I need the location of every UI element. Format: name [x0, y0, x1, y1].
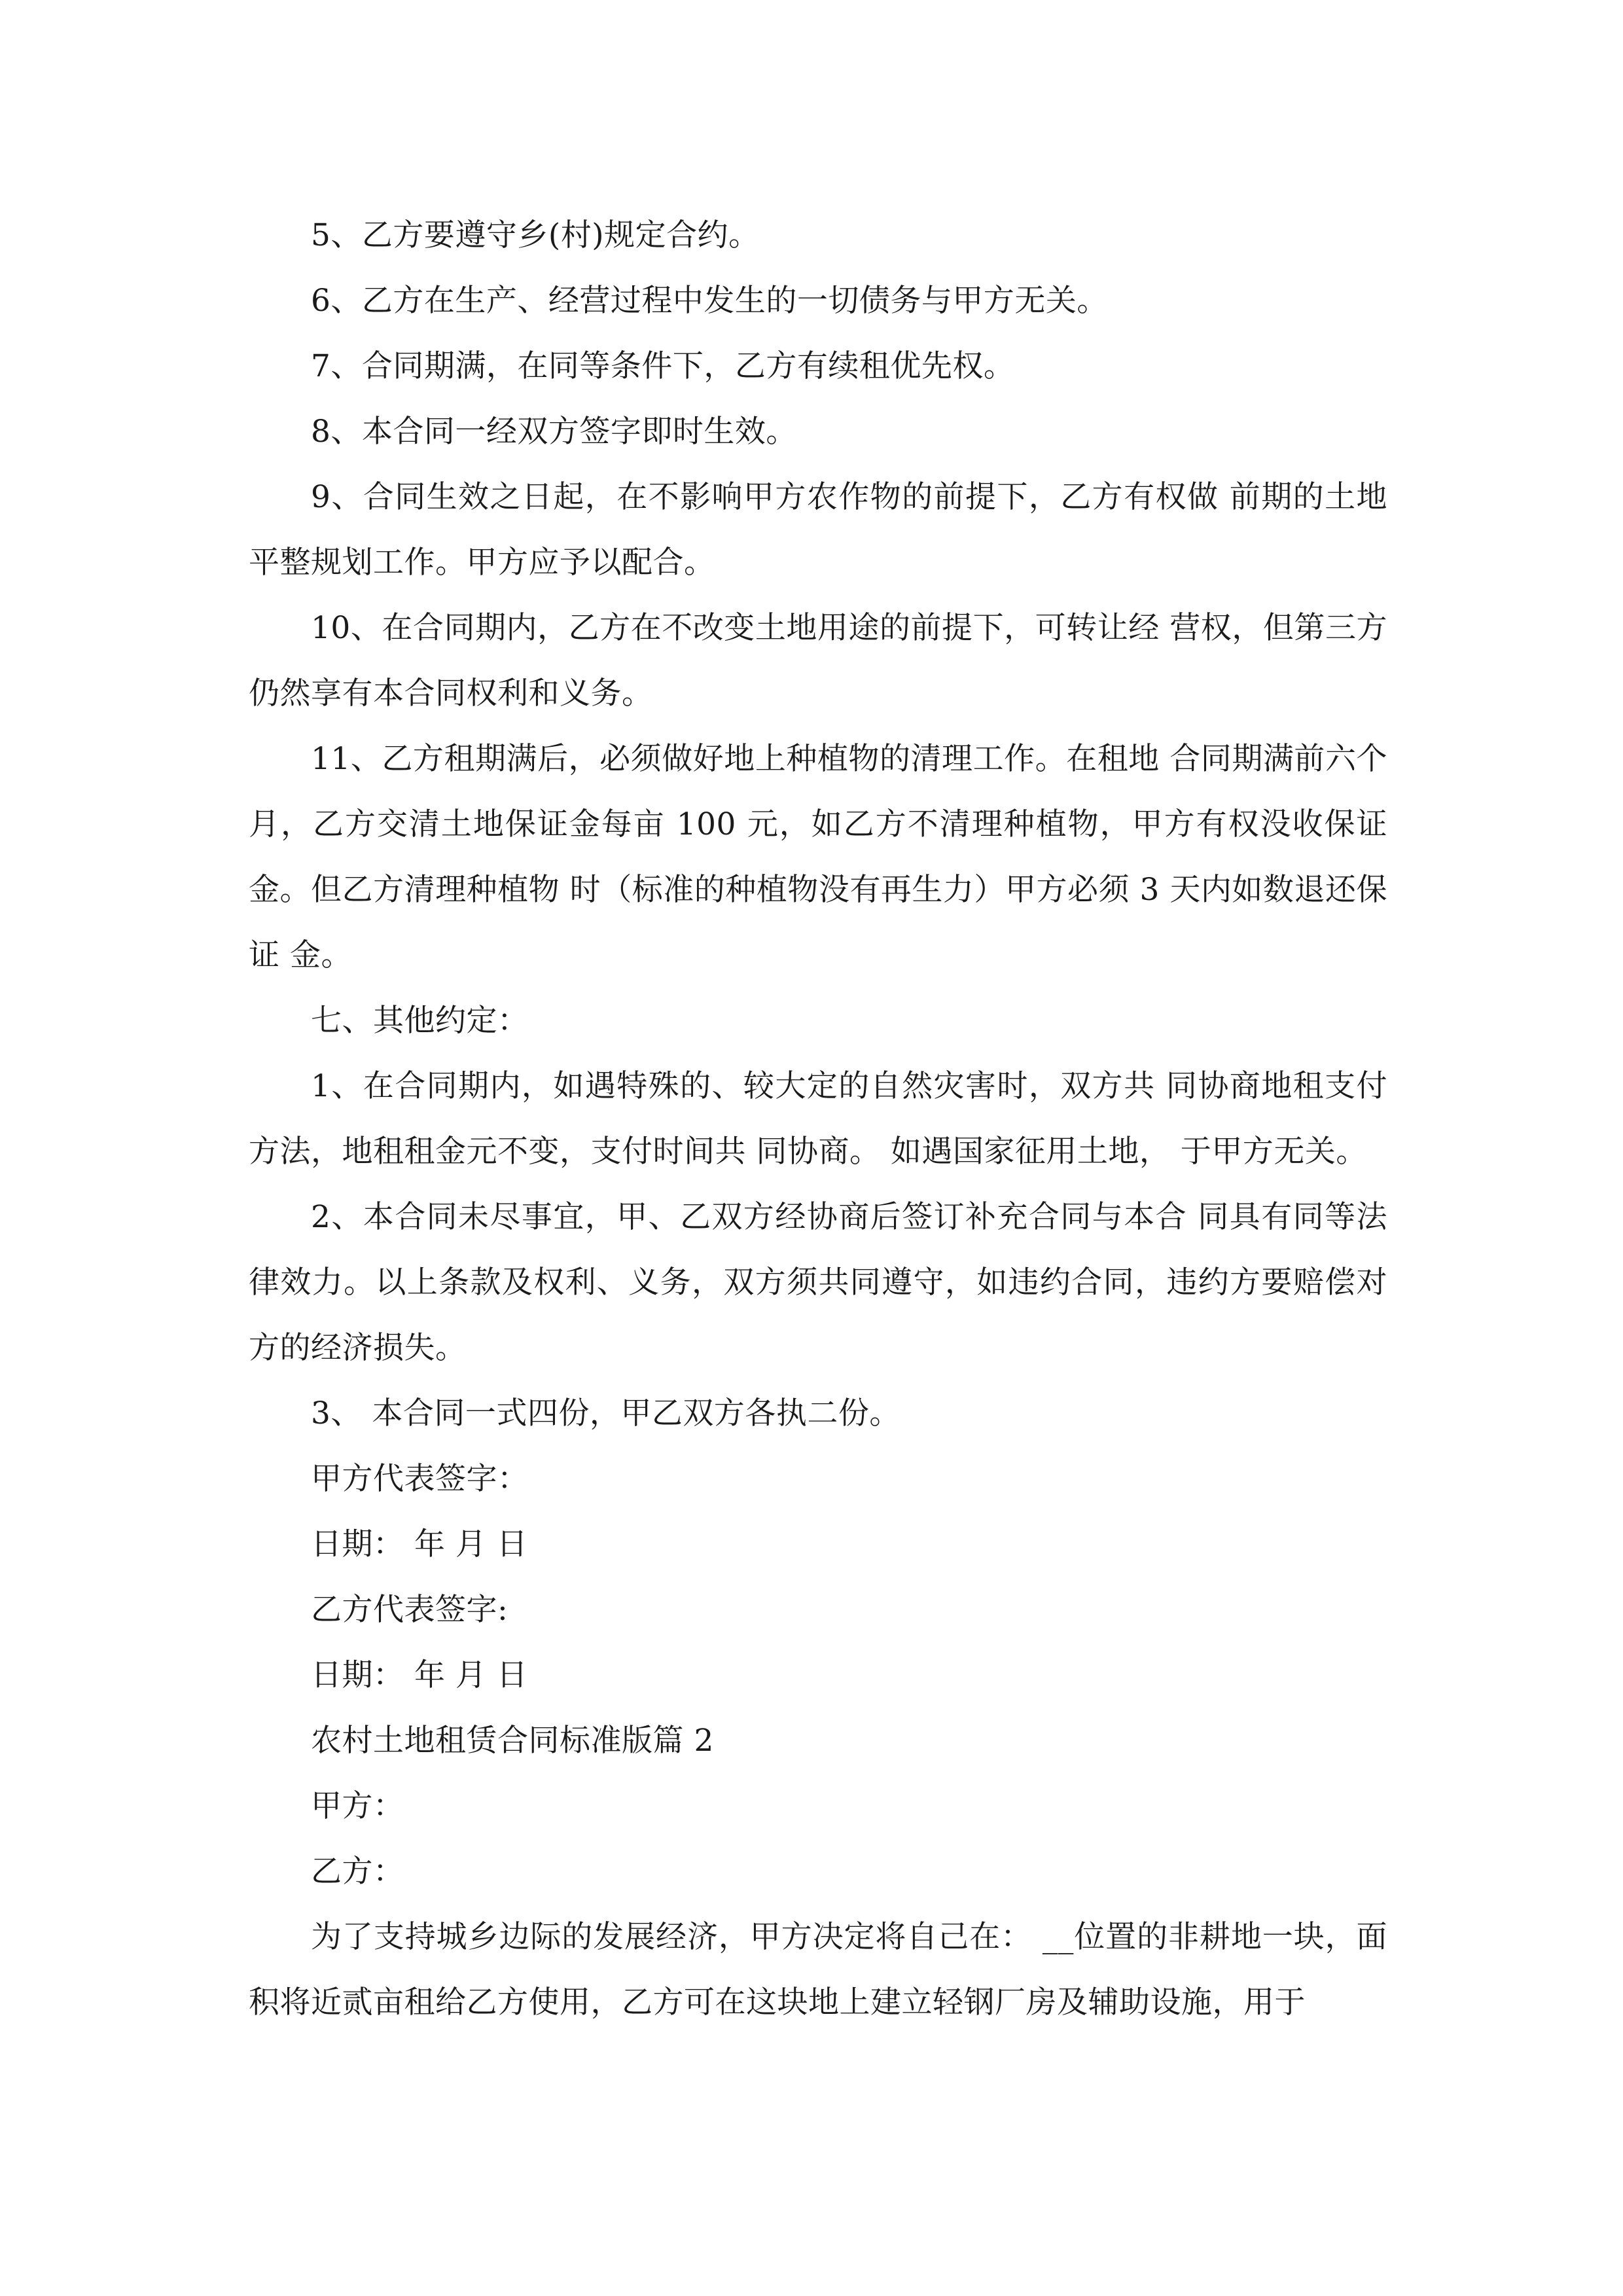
other-term-1: 1、在合同期内，如遇特殊的、较大定的自然灾害时，双方共 同协商地租支付方法，地租租金元不变，支付时间共 同协商。 如遇国家征用土地， 于甲方无关。	[249, 1068, 1387, 1170]
document-body	[249, 203, 1387, 2036]
clause-9: 9、合同生效之日起，在不影响甲方农作物的前提下，乙方有权做 前期的土地平整规划工作。甲方应予以配合。	[249, 479, 1387, 581]
contract-2-title: 农村土地租赁合同标准版篇 2	[311, 1723, 714, 1759]
section-heading-other-terms: 七、其他约定：	[311, 1003, 529, 1039]
other-term-3: 3、 本合同一式四份，甲乙双方各执二份。	[311, 1395, 901, 1431]
clause-11: 11、乙方租期满后，必须做好地上种植物的清理工作。在租地 合同期满前六个月，乙方交清土地保证金每亩 100 元，如乙方不清理种植物，甲方有权没收保证金。但乙方清理种植物 时（标准的种植物没有再生力）甲方必须 3 天内如数退还保证 金。	[249, 741, 1387, 973]
clause-5: 5、乙方要遵守乡(村)规定合约。	[311, 217, 760, 253]
party-b-date-line: 日期： 年 月 日	[311, 1657, 528, 1693]
party-a-date-line: 日期： 年 月 日	[311, 1526, 528, 1562]
party-a-signature-line: 甲方代表签字：	[311, 1461, 529, 1497]
clause-10: 10、在合同期内，乙方在不改变土地用途的前提下，可转让经 营权，但第三方仍然享有本合同权利和义务。	[249, 610, 1387, 711]
clause-7: 7、合同期满，在同等条件下，乙方有续租优先权。	[311, 348, 1015, 384]
party-b-line: 乙方：	[311, 1854, 404, 1890]
party-b-signature-line: 乙方代表签字:	[311, 1592, 508, 1628]
clause-6: 6、乙方在生产、经营过程中发生的一切债务与甲方无关。	[311, 283, 1108, 319]
other-term-2: 2、本合同未尽事宜，甲、乙双方经协商后签订补充合同与本合 同具有同等法律效力。以上条款及权利、义务，双方须共同遵守，如违约合同，违约方要赔偿对方的经济损失。	[249, 1199, 1387, 1366]
contract-2-intro: 为了支持城乡边际的发展经济，甲方决定将自己在： __位置的非耕地一块，面积将近贰亩租给乙方使用，乙方可在这块地上建立轻钢厂房及辅助设施，用于	[249, 1919, 1387, 2020]
party-a-line: 甲方：	[311, 1788, 404, 1824]
clause-8: 8、本合同一经双方签字即时生效。	[311, 414, 797, 450]
